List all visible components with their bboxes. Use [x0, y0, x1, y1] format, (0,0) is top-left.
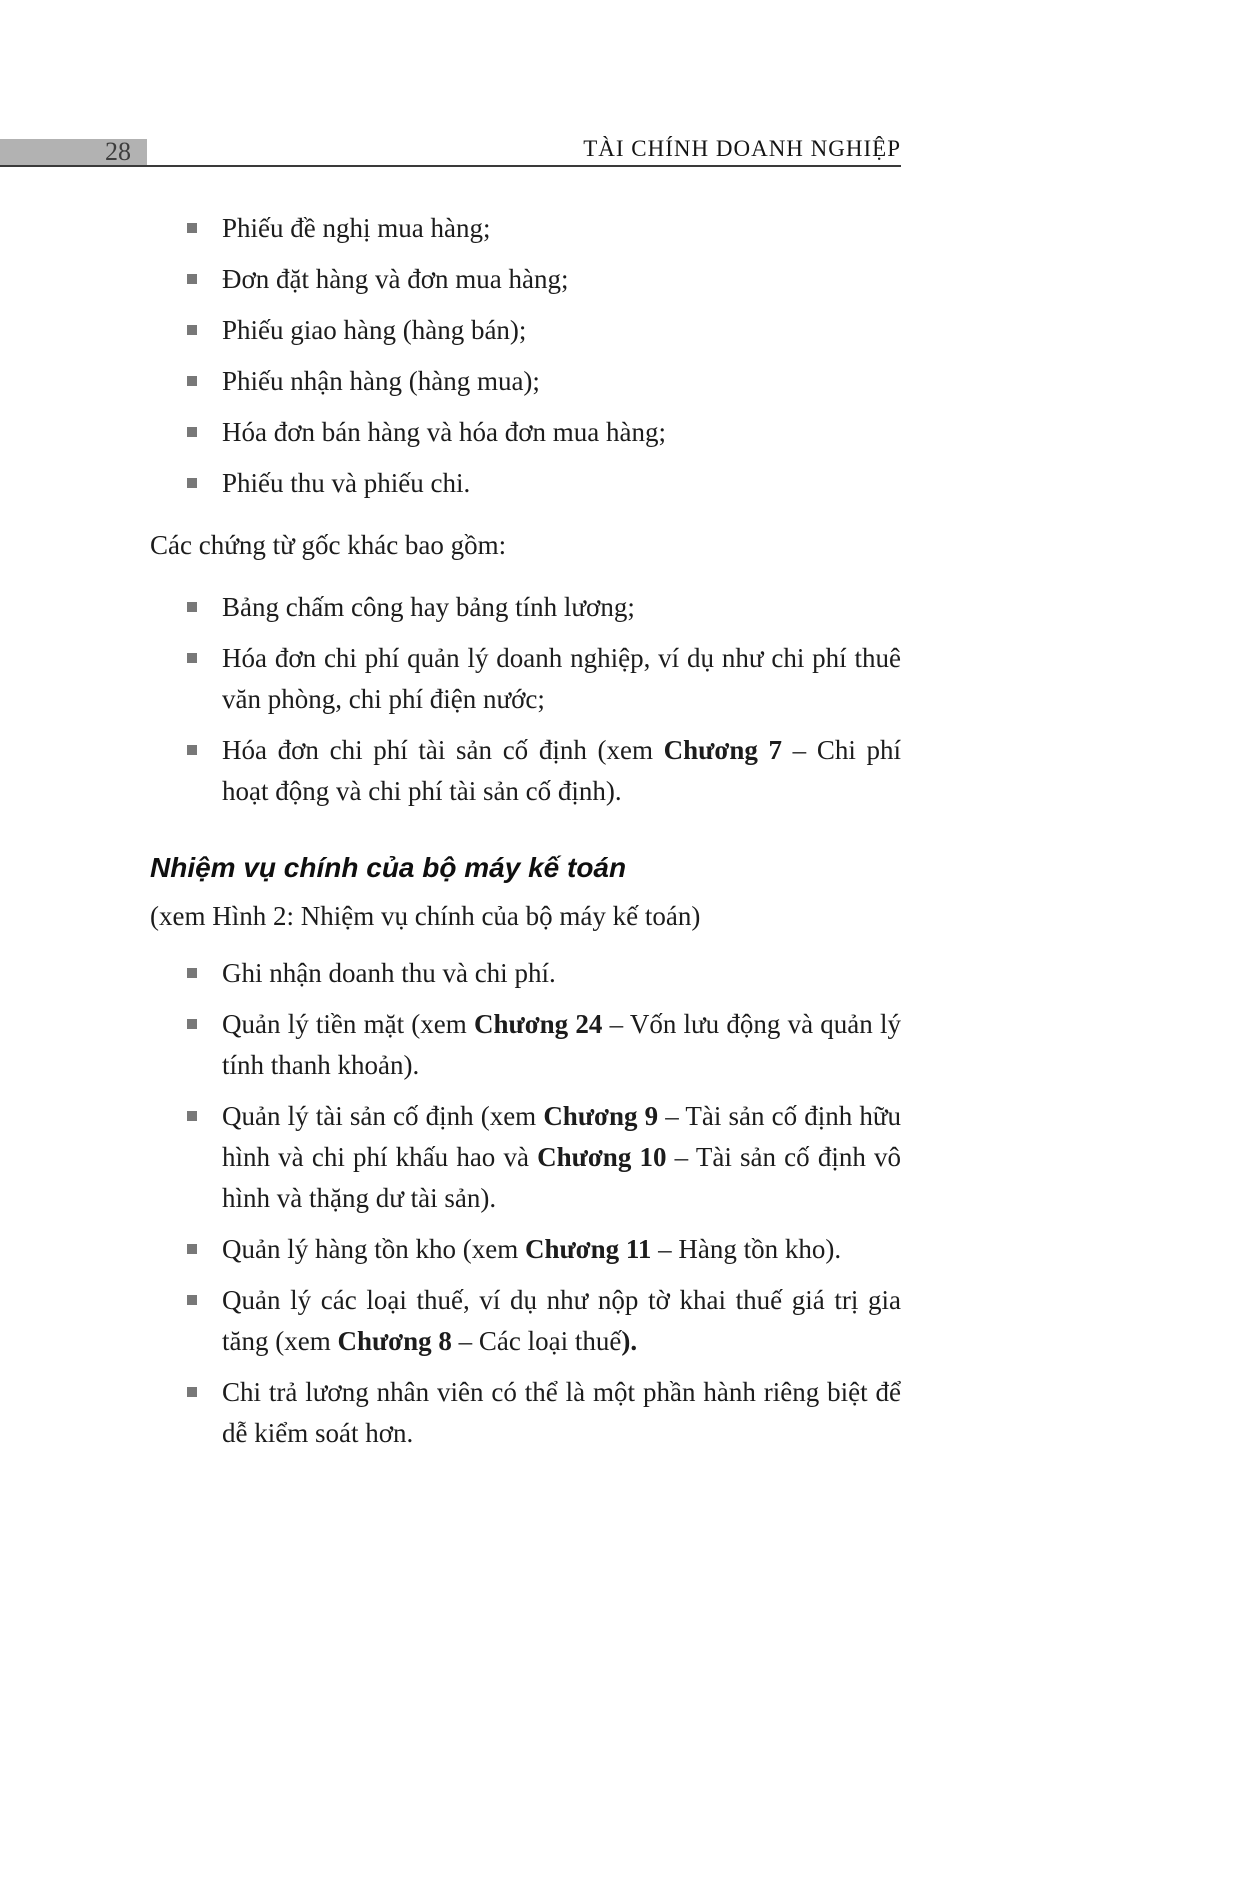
page-number-bar: [0, 139, 147, 165]
list-item-text: Phiếu thu và phiếu chi.: [222, 468, 471, 498]
text-run: – Chi phí hoạt động và chi phí tài sản cố định).: [222, 735, 902, 806]
accounting-tasks-list: [150, 953, 901, 1454]
text-run: Quản lý các loại thuế, ví dụ như nộp tờ khai thuế giá trị gia tăng (xem: [222, 1285, 901, 1356]
bullet-square-icon: [187, 653, 197, 663]
list-item-text: [222, 735, 901, 806]
list-item: [150, 310, 901, 351]
bullet-square-icon: [187, 1295, 197, 1305]
chapter-ref: Chương 7: [663, 735, 783, 765]
chapter-ref: Chương 8: [337, 1326, 452, 1356]
section-heading: Nhiệm vụ chính của bộ máy kế toán: [150, 852, 627, 883]
list-item: [150, 361, 901, 402]
bullet-square-icon: [187, 376, 197, 386]
list-item: [150, 1372, 901, 1454]
list-item: [150, 1229, 901, 1270]
list-item-text: Phiếu giao hàng (hàng bán);: [222, 315, 527, 345]
text-run: Quản lý tài sản cố định (xem: [222, 1101, 544, 1131]
list-item: [150, 1280, 901, 1362]
text-run: – Hàng tồn kho).: [651, 1234, 842, 1264]
list-item: [150, 412, 901, 453]
list-item-text: Phiếu đề nghị mua hàng;: [222, 213, 491, 243]
list-item-text: [222, 1009, 901, 1080]
list-item: [150, 587, 901, 628]
list-item-text: [222, 1101, 901, 1213]
bullet-square-icon: [187, 745, 197, 755]
list-item-text: Hóa đơn bán hàng và hóa đơn mua hàng;: [222, 417, 666, 447]
bullet-square-icon: [187, 223, 197, 233]
bullet-square-icon: [187, 1019, 197, 1029]
chapter-ref: Chương 9: [543, 1101, 659, 1131]
text-run: – Tài sản cố định vô hình và thặng dư tài sản).: [222, 1142, 901, 1213]
list-item: [150, 463, 901, 504]
page-content: [150, 196, 901, 1468]
text-run: – Vốn lưu động và quản lý tính thanh khoản).: [222, 1009, 902, 1080]
list-item-text: Hóa đơn chi phí quản lý doanh nghiệp, ví dụ như chi phí thuê văn phòng, chi phí điện nước;: [222, 643, 901, 714]
page-number: 28: [105, 137, 131, 166]
list-item-text: [222, 1234, 841, 1264]
text-run-bold: ).: [621, 1326, 638, 1356]
list-item: [150, 208, 901, 249]
list-item: [150, 1096, 901, 1219]
figure-reference: (xem Hình 2: Nhiệm vụ chính của bộ máy kế toán): [150, 901, 701, 931]
running-header-title: TÀI CHÍNH DOANH NGHIỆP: [583, 136, 901, 161]
list-item-text: Bảng chấm công hay bảng tính lương;: [222, 592, 635, 622]
bullet-square-icon: [187, 427, 197, 437]
text-run: Hóa đơn chi phí tài sản cố định (xem: [222, 735, 664, 765]
list-item-text: Đơn đặt hàng và đơn mua hàng;: [222, 264, 569, 294]
bullet-square-icon: [187, 478, 197, 488]
text-run: – Các loại thuế: [451, 1326, 622, 1356]
list-item: [150, 259, 901, 300]
list-item-text: Phiếu nhận hàng (hàng mua);: [222, 366, 540, 396]
list-item: [150, 953, 901, 994]
list-item: [150, 1004, 901, 1086]
paragraph-other-documents-intro: Các chứng từ gốc khác bao gồm:: [150, 530, 507, 560]
bullet-square-icon: [187, 274, 197, 284]
list-item-text: [222, 1285, 901, 1356]
bullet-square-icon: [187, 968, 197, 978]
bullet-square-icon: [187, 602, 197, 612]
bullet-square-icon: [187, 1387, 197, 1397]
list-item: [150, 638, 901, 720]
list-item-text: Ghi nhận doanh thu và chi phí.: [222, 958, 556, 988]
text-run: – Tài sản cố định hữu hình và chi phí khấu hao và: [222, 1101, 901, 1172]
source-documents-list: [150, 208, 901, 504]
list-item: [150, 730, 901, 812]
list-item-text: Chi trả lương nhân viên có thể là một phần hành riêng biệt để dễ kiểm soát hơn.: [222, 1377, 901, 1448]
text-run: Quản lý tiền mặt (xem: [222, 1009, 474, 1039]
bullet-square-icon: [187, 1244, 197, 1254]
other-documents-list: [150, 587, 901, 812]
bullet-square-icon: [187, 325, 197, 335]
bullet-square-icon: [187, 1111, 197, 1121]
text-run: Quản lý hàng tồn kho (xem: [222, 1234, 525, 1264]
chapter-ref: Chương 10: [537, 1142, 667, 1172]
chapter-ref: Chương 11: [524, 1234, 652, 1264]
chapter-ref: Chương 24: [474, 1009, 603, 1039]
running-header: [0, 136, 901, 167]
